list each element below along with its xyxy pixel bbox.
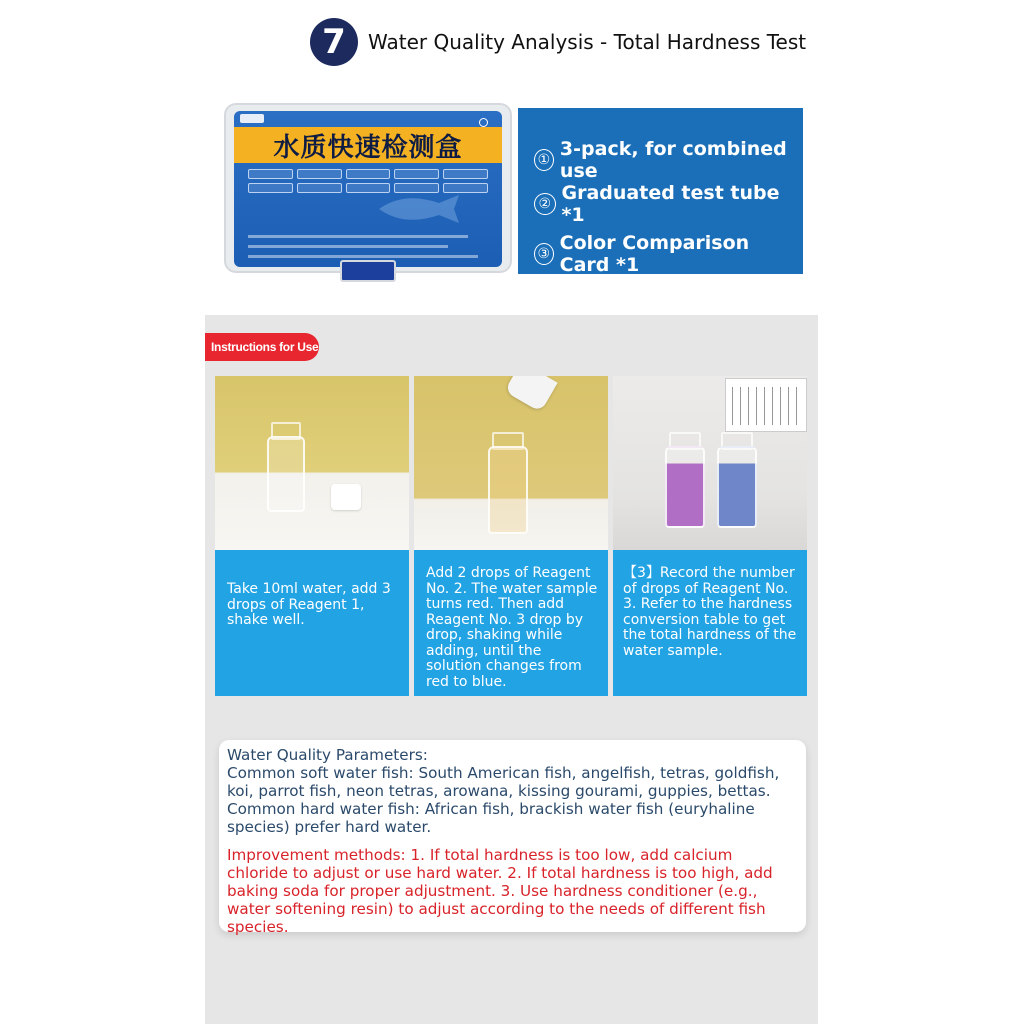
contents-number: ① (534, 149, 554, 171)
step-2-text-box (414, 550, 608, 696)
step-1-text: Take 10ml water, add 3 drops of Reagent 1, shake well. (227, 581, 391, 628)
step-2-text: Add 2 drops of Reagent No. 2. The water sample turns red. Then add Reagent No. 3 drop by drop, shaking while adding, until the solution changes from red to blue. (426, 565, 598, 690)
contents-label: 3-pack, for combined use (559, 138, 787, 182)
reagent-chip (297, 169, 342, 179)
water-quality-info-card (219, 740, 806, 936)
brand-logo (240, 114, 264, 123)
reagent-chip (394, 169, 439, 179)
box-clasp (340, 260, 396, 282)
reagent-chip (297, 183, 342, 193)
box-label (234, 111, 502, 267)
product-box-image (224, 103, 512, 273)
contents-label: Graduated test tube *1 (561, 182, 780, 226)
water-quality-parameters: Water Quality Parameters: Common soft water fish: South American fish, angelfish, tetras, goldfish, koi, parrot fish, neon tetras, arowana, kissing gourami, guppies, bettas. Common hard water fish: African fish, brackish water fish (euryhaline species) prefer hard water. (227, 746, 780, 836)
package-contents-panel (518, 108, 803, 274)
step-card-2 (414, 376, 608, 696)
dropper-bottle-icon (504, 376, 557, 412)
blue-sample-vial (717, 446, 757, 528)
reagent-chip (443, 169, 488, 179)
contents-number: ② (534, 193, 556, 215)
contents-item (534, 232, 803, 276)
red-sample-vial (665, 446, 705, 528)
fish-watermark-icon (374, 189, 464, 229)
certification-icon (478, 114, 496, 123)
box-title: 水质快速检测盒 (273, 132, 463, 163)
step-3-photo (613, 376, 807, 550)
vial-cap-icon (331, 484, 361, 510)
contents-item (534, 138, 803, 182)
improvement-methods: Improvement methods: 1. If total hardness is too low, add calcium chloride to adjust or use hard water. 2. If total hardness is too high, add baking soda for proper adjustment. 3. Use hardness conditioner (e.g., water softening resin) to adjust according to the needs of different fish species. (227, 846, 773, 936)
page-title: Water Quality Analysis - Total Hardness Test (368, 30, 807, 54)
step-2-photo (414, 376, 608, 550)
reagent-chip (248, 183, 293, 193)
step-3-text-box (613, 550, 807, 696)
box-topbar (240, 114, 496, 124)
page-header (310, 18, 806, 66)
contents-label: Color Comparison Card *1 (559, 232, 750, 276)
step-3-text: 【3】Record the number of drops of Reagent No. 3. Refer to the hardness conversion table to get the total hardness of the water sample. (623, 565, 797, 659)
instructions-tag: Instructions for Use (205, 333, 319, 361)
contents-number: ③ (534, 243, 554, 265)
step-number-badge: 7 (310, 18, 358, 66)
color-comparison-card (725, 378, 807, 432)
box-title-banner (234, 127, 502, 163)
contents-item (534, 182, 803, 226)
step-1-text-box (215, 550, 409, 696)
step-1-photo (215, 376, 409, 550)
conversion-table (732, 387, 800, 425)
step-card-3 (613, 376, 807, 696)
reagent-chip (248, 169, 293, 179)
step-card-1 (215, 376, 409, 696)
test-vial (488, 446, 528, 534)
test-vial (267, 436, 305, 512)
reagent-chip (346, 169, 391, 179)
